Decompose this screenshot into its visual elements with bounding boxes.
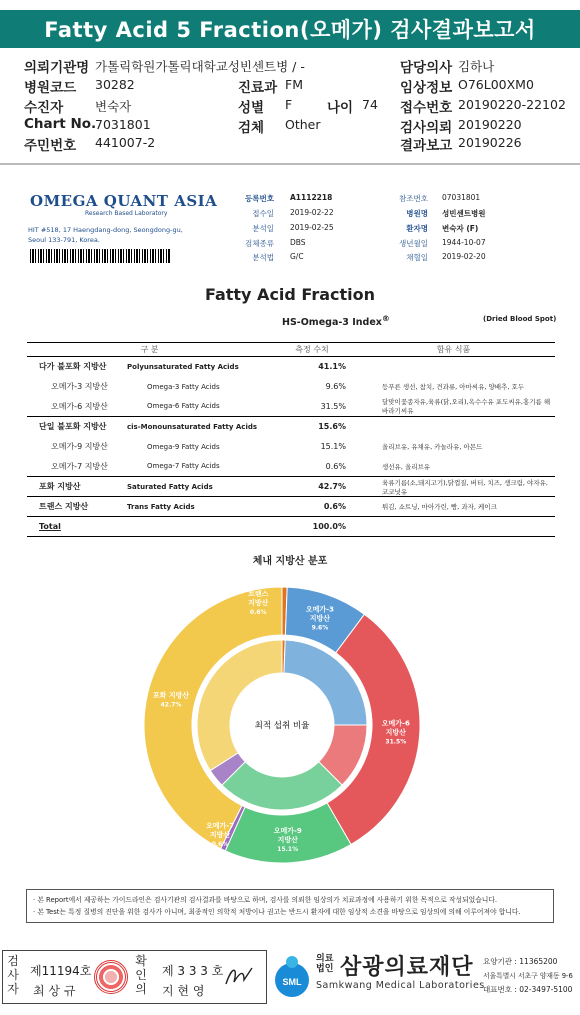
slice-label: 오메가-9 지방산 15.1% — [273, 826, 302, 853]
org-address: 서울특별시 서초구 양재동 9-6 — [483, 972, 573, 980]
patient-label: 수진자 — [24, 100, 64, 116]
recv-label: 접수일 — [252, 209, 274, 218]
confirm-name: 지 현 영 — [162, 984, 205, 998]
dept-label: 진료과 — [238, 80, 278, 96]
row-category-kr: 다가 불포화 지방산 — [27, 357, 127, 377]
confirm-no: 제 3 3 3 호 — [162, 964, 224, 978]
clinical-label: 임상정보 — [400, 80, 453, 96]
clinical-value: O76L00XM0 — [458, 77, 534, 92]
header-divider — [0, 163, 580, 165]
hs-omega-index: HS-Omega-3 Index® — [282, 314, 390, 329]
hospital-code-value: 30282 — [95, 77, 135, 92]
slice-label: 포화 지방산 42.7% — [152, 691, 190, 709]
row-category-en: Saturated Fatty Acids — [127, 477, 272, 497]
row-category-en: Omega-3 Fatty Acids — [147, 382, 220, 391]
hosp-label: 병원명 — [406, 209, 428, 218]
row-food — [352, 357, 555, 377]
row-value: 15.1% — [320, 442, 346, 451]
request-value: 20190220 — [458, 117, 522, 132]
org-tel: 대표번호 : 02-3497-5100 — [483, 985, 573, 994]
patient-value: 변숙자 — [95, 99, 132, 114]
row-food — [352, 417, 555, 437]
report-title: Fatty Acid 5 Fraction(오메가) 검사결과보고서 — [0, 10, 580, 48]
method-value: G/C — [290, 252, 304, 261]
table-row — [27, 397, 555, 417]
row-value: 0.6% — [325, 461, 346, 471]
row-category-kr: 단일 불포화 지방산 — [27, 417, 127, 437]
ref-value: 07031801 — [442, 193, 481, 202]
resident-label: 주민번호 — [24, 138, 77, 154]
omega-quant-logo: OMEGA QUANT ASIA — [30, 192, 218, 210]
report-notes — [26, 889, 554, 923]
row-food: 등푸른 생선, 참치, 견과류, 아마씨유, 양배추, 호두 — [382, 383, 525, 391]
row-food: 튀김, 쇼트닝, 마아가린, 빵, 과자, 케이크 — [352, 497, 555, 517]
doctor-value: 김하나 — [458, 59, 495, 74]
center-label: 최적 섭취 비율 — [254, 721, 310, 731]
sex-value: F — [285, 97, 293, 112]
fatty-acid-table — [27, 342, 555, 537]
row-food — [352, 517, 555, 537]
institution-value: 가톨릭학원가톨릭대학교성빈센트병 / - — [95, 59, 305, 74]
row-value: 42.7% — [272, 477, 352, 497]
table-row — [27, 357, 555, 377]
hosp-value: 성빈센트병원 — [442, 209, 486, 218]
table-row — [27, 477, 555, 497]
kind-value: DBS — [290, 238, 306, 247]
institution-label: 의뢰기관명 — [24, 60, 90, 76]
org-english: Samkwang Medical Laboratories — [316, 980, 485, 991]
hospital-code-label: 병원코드 — [24, 80, 77, 96]
sml-logo-icon — [273, 954, 311, 998]
age-label: 나이 — [327, 100, 354, 116]
table-row — [27, 417, 555, 437]
row-category-en: Omega-9 Fatty Acids — [147, 442, 220, 451]
analysis-value: 2019-02-25 — [290, 223, 334, 232]
org-tag: 의료 법인 — [316, 954, 334, 974]
org-code: 요양기관 : 11365200 — [483, 957, 558, 966]
signature — [222, 962, 258, 992]
row-value: 15.6% — [272, 417, 352, 437]
specimen-value: Other — [285, 117, 321, 132]
chart-value: 7031801 — [95, 117, 151, 132]
chart-label: Chart No. — [24, 116, 97, 132]
row-food: 올리브유, 유채유, 카놀라유, 아몬드 — [382, 443, 483, 451]
tester-seal — [94, 960, 128, 994]
tester-label: 검사자 — [7, 954, 19, 996]
slice-label: 오메가-6 지방산 31.5% — [381, 719, 410, 746]
table-row — [27, 497, 555, 517]
specimen-label: 검체 — [238, 120, 265, 136]
row-category-kr: 오메가-7 지방산 — [51, 461, 108, 471]
age-value: 74 — [362, 97, 378, 112]
note-line: · 본 Test는 특정 질병의 진단을 위한 검사가 아니며, 최종적인 의학적 처방이나 권고는 반드시 환자에 대한 임상적 소견을 바탕으로 임상의에 의해 이루어져야 합니다. — [33, 908, 521, 916]
reg-no-value: A1112218 — [290, 193, 333, 202]
logo-subtitle: Research Based Laboratory — [85, 210, 168, 217]
method-label: 분석법 — [252, 253, 274, 262]
table-row — [27, 437, 555, 457]
slice-label: 오메가-7 지방산 0.6% — [206, 822, 235, 849]
org-name: 삼광의료재단 — [340, 955, 474, 980]
row-value: 9.6% — [325, 382, 346, 391]
row-category-en: Trans Fatty Acids — [127, 497, 272, 517]
table-row — [27, 457, 555, 477]
footer — [0, 948, 580, 1008]
row-category-en: Omega-7 Fatty Acids — [147, 462, 220, 471]
reg-no-label: 등록번호 — [245, 194, 274, 203]
row-category-en: Polyunsaturated Fatty Acids — [127, 357, 272, 377]
ref-label: 참조번호 — [399, 194, 428, 203]
lab-address: HIT #518, 17 Haengdang-dong, Seongdong-gu, Seoul 133-791, Korea. — [28, 226, 183, 244]
row-category-kr: 오메가-3 지방산 — [51, 382, 108, 391]
row-food: 육류기름(소,돼지고기),닭껍질, 버터, 치즈, 생크림, 야자유, 코코넛유 — [352, 477, 555, 497]
slice-label: 오메가-3 지방산 9.6% — [305, 605, 334, 632]
report-date-label: 결과보고 — [400, 138, 453, 154]
kind-label: 검체종류 — [245, 239, 274, 248]
row-value: 31.5% — [320, 401, 346, 411]
receipt-value: 20190220-22102 — [458, 97, 566, 112]
col-food: 함유 식품 — [352, 343, 555, 357]
row-value: 100.0% — [272, 517, 352, 537]
dob-label: 생년월일 — [399, 239, 428, 248]
chart-title: 체내 지방산 분포 — [252, 556, 328, 567]
recv-value: 2019-02-22 — [290, 208, 334, 217]
collect-value: 2019-02-20 — [442, 252, 486, 261]
report-date-value: 20190226 — [458, 135, 522, 150]
resident-value: 441007-2 — [95, 135, 156, 150]
row-value: 41.1% — [272, 357, 352, 377]
table-row — [27, 517, 555, 537]
row-food: 생선유, 올리브유 — [382, 462, 431, 471]
pt-value: 변숙자 (F) — [442, 224, 479, 233]
svg-text:SML: SML — [282, 977, 302, 987]
request-label: 검사의뢰 — [400, 120, 453, 136]
row-food: 달맞이꽃종자유,육류(닭,오리),옥수수유 포도씨유,홍기름 해바라기씨유 — [382, 398, 551, 416]
tester-name: 최 상 규 — [33, 984, 76, 998]
doctor-label: 담당의사 — [400, 60, 453, 76]
collect-label: 채혈일 — [406, 253, 428, 262]
row-category-kr: Total — [27, 517, 127, 537]
tester-no: 제11194호 — [30, 964, 92, 978]
col-value: 측정 수치 — [272, 343, 352, 357]
note-line: · 본 Report에서 제공하는 가이드라인은 검사기관의 검사결과를 바탕으로 하며, 검사를 의뢰한 임상의가 치료과정에 사용하기 위한 목적으로 작성되었습니다. — [33, 896, 498, 904]
row-category-kr: 오메가-6 지방산 — [51, 401, 108, 411]
dept-value: FM — [285, 77, 303, 92]
table-row — [27, 377, 555, 397]
pt-label: 환자명 — [406, 224, 428, 233]
slice-label: 트랜스 지방산 0.6% — [248, 590, 269, 617]
row-value: 0.6% — [272, 497, 352, 517]
receipt-label: 접수번호 — [400, 100, 453, 116]
row-category-kr: 오메가-9 지방산 — [51, 442, 108, 451]
fatty-acid-donut-chart — [0, 568, 580, 888]
row-category-kr: 트랜스 지방산 — [27, 497, 127, 517]
row-category-en: Omega-6 Fatty Acids — [147, 402, 220, 411]
row-category-en: cis-Monounsaturated Fatty Acids — [127, 417, 272, 437]
fatty-acid-fraction-title: Fatty Acid Fraction — [204, 285, 376, 304]
sample-type: (Dried Blood Spot) — [483, 315, 557, 323]
confirm-label: 확인의 — [135, 954, 147, 996]
analysis-label: 분석일 — [252, 224, 274, 233]
col-category: 구 분 — [27, 343, 272, 357]
sex-label: 성별 — [238, 100, 265, 116]
dob-value: 1944-10-07 — [442, 238, 486, 247]
row-category-en — [127, 517, 272, 537]
row-category-kr: 포화 지방산 — [27, 477, 127, 497]
barcode — [30, 249, 170, 263]
